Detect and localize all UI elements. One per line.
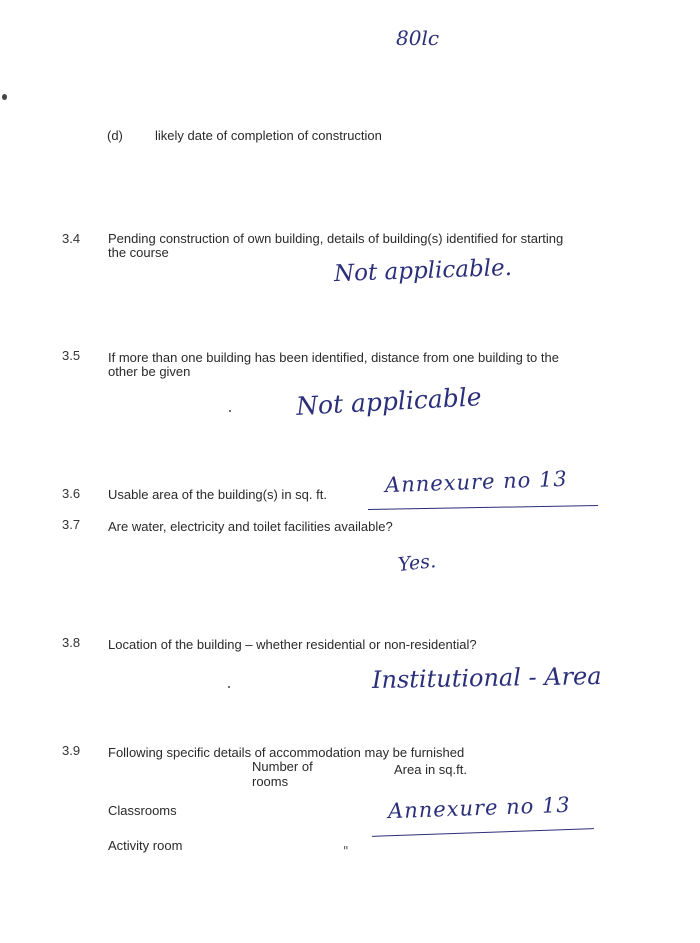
section-3-5-number: 3.5 <box>62 348 81 363</box>
section-3-4-number: 3.4 <box>62 231 81 246</box>
item-d-text: likely date of completion of construction <box>155 128 382 143</box>
section-3-8-answer: Institutional - Area <box>371 661 602 695</box>
ink-speck <box>2 94 7 100</box>
item-d-label: (d) <box>107 128 123 143</box>
section-3-7-answer: Yes. <box>396 550 437 576</box>
section-3-9-question: Following specific details of accommodation may be furnished <box>108 745 465 760</box>
section-3-4-question-line1: Pending construction of own building, details of building(s) identified for starting <box>108 231 564 246</box>
answer-underline <box>372 828 594 837</box>
row-activity-room-answer: " <box>343 844 349 858</box>
section-3-4-answer: Not applicable. <box>333 254 513 288</box>
table-header-area: Area in sq.ft. <box>394 762 467 777</box>
table-header-rooms-line2: rooms <box>252 774 289 789</box>
section-3-5-question-line2: other be given <box>108 364 191 379</box>
row-label-activity-room: Activity room <box>108 838 183 853</box>
section-3-6-answer: Annexure no 13 <box>384 466 569 498</box>
section-3-8-number: 3.8 <box>62 635 81 650</box>
row-classrooms-answer: Annexure no 13 <box>387 792 572 824</box>
section-3-5-answer: Not applicable <box>295 382 483 421</box>
answer-underline <box>368 505 598 510</box>
section-3-9-number: 3.9 <box>62 743 81 758</box>
section-3-7-number: 3.7 <box>62 517 81 532</box>
section-3-5-question-line1: If more than one building has been identified, distance from one building to the <box>108 350 559 365</box>
section-3-7-question: Are water, electricity and toilet facilities available? <box>108 519 393 534</box>
section-3-8-question: Location of the building – whether residential or non-residential? <box>108 637 477 652</box>
ink-speck <box>229 410 231 412</box>
row-label-classrooms: Classrooms <box>108 803 177 818</box>
section-3-6-question: Usable area of the building(s) in sq. ft. <box>108 487 327 502</box>
section-3-6-number: 3.6 <box>62 486 81 501</box>
ink-speck <box>228 686 230 688</box>
section-3-4-question-line2: the course <box>108 245 169 260</box>
table-header-rooms-line1: Number of <box>252 759 313 774</box>
handwritten-page-note: 80lc <box>396 26 440 50</box>
